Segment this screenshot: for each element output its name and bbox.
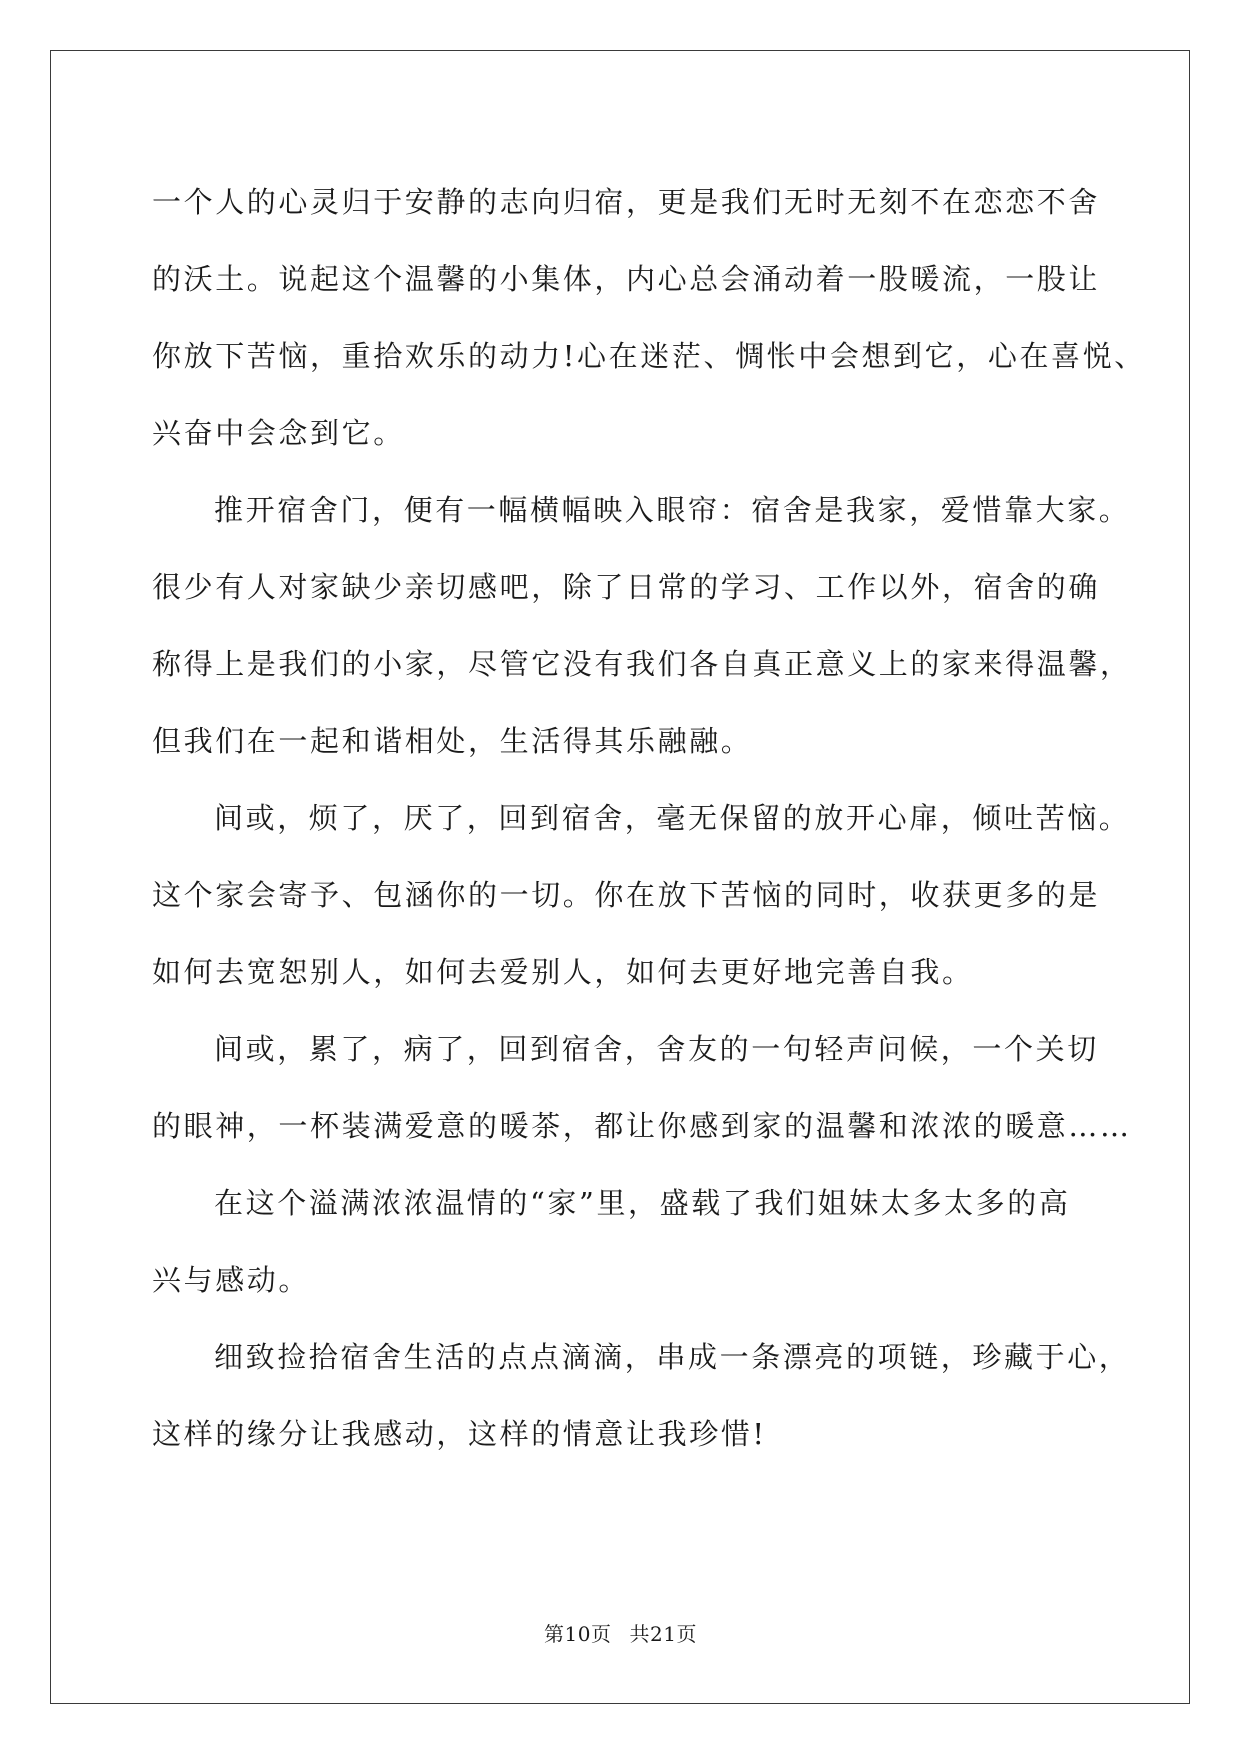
- text-line: 称得上是我们的小家，尽管它没有我们各自真正意义上的家来得温馨，: [152, 647, 1132, 681]
- text-line: 的沃土。说起这个温馨的小集体，内心总会涌动着一股暖流，一股让: [152, 262, 1101, 296]
- text-line: 间或，烦了，厌了，回到宿舍，毫无保留的放开心扉，倾吐苦恼。: [214, 801, 1131, 835]
- text-line: 如何去宽恕别人，如何去爱别人，如何去更好地完善自我。: [152, 955, 974, 989]
- total-pages-label: 共21页: [629, 1622, 697, 1646]
- text-line: 兴与感动。: [152, 1263, 311, 1297]
- text-line: 你放下苦恼，重拾欢乐的动力!心在迷茫、惆怅中会想到它，心在喜悦、: [152, 339, 1146, 373]
- text-line: 这个家会寄予、包涵你的一切。你在放下苦恼的同时，收获更多的是: [152, 878, 1101, 912]
- text-line: 间或，累了，病了，回到宿舍，舍友的一句轻声问候，一个关切: [214, 1032, 1099, 1066]
- page-footer: [0, 1618, 1241, 1647]
- text-line: 细致捡拾宿舍生活的点点滴滴，串成一条漂亮的项链，珍藏于心，: [214, 1340, 1131, 1374]
- text-line: 这样的缘分让我感动，这样的情意让我珍惜!: [152, 1417, 767, 1451]
- text-line: 一个人的心灵归于安静的志向归宿，更是我们无时无刻不在恋恋不舍: [152, 185, 1101, 219]
- text-line: 推开宿舍门，便有一幅横幅映入眼帘：宿舍是我家，爱惜靠大家。: [214, 493, 1131, 527]
- document-body: [152, 164, 1146, 1473]
- text-line: 很少有人对家缺少亲切感吧，除了日常的学习、工作以外，宿舍的确: [152, 570, 1101, 604]
- text-line: 但我们在一起和谐相处，生活得其乐融融。: [152, 724, 753, 758]
- text-line: 兴奋中会念到它。: [152, 416, 405, 450]
- current-page-label: 第10页: [544, 1622, 612, 1646]
- text-line: 在这个溢满浓浓温情的“家”里，盛载了我们姐妹太多太多的高: [214, 1186, 1071, 1220]
- text-line: 的眼神，一杯装满爱意的暖茶，都让你感到家的温馨和浓浓的暖意……: [152, 1109, 1132, 1143]
